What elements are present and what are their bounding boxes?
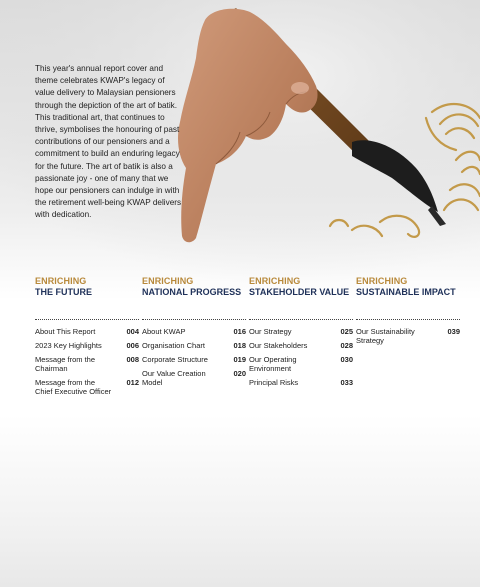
contents-item-page: 008 bbox=[126, 355, 139, 364]
contents-item-label: 2023 Key Highlights bbox=[35, 341, 102, 350]
dotted-divider bbox=[35, 319, 139, 320]
section-enriching-the-future bbox=[35, 276, 139, 401]
contents-item-page: 018 bbox=[233, 341, 246, 350]
contents-item-label: Our Value Creation Model bbox=[142, 369, 206, 387]
section-enriching-national-progress bbox=[142, 276, 246, 392]
section-title: SUSTAINABLE IMPACT bbox=[356, 286, 456, 297]
contents-item-page: 039 bbox=[447, 327, 460, 336]
contents-item-label: Our Operating Environment bbox=[249, 355, 297, 373]
section-heading bbox=[356, 276, 460, 312]
contents-item-page: 028 bbox=[340, 341, 353, 350]
section-title: STAKEHOLDER VALUE bbox=[249, 286, 350, 297]
contents-item-label: Corporate Structure bbox=[142, 355, 208, 364]
contents-item[interactable] bbox=[356, 327, 460, 345]
contents-item-page: 012 bbox=[126, 378, 139, 387]
contents-item[interactable] bbox=[249, 378, 353, 387]
contents-item-page: 030 bbox=[340, 355, 353, 364]
section-heading bbox=[249, 276, 353, 312]
section-title: THE FUTURE bbox=[35, 286, 92, 297]
contents-item-page: 006 bbox=[126, 341, 139, 350]
section-heading bbox=[142, 276, 246, 312]
contents-item-label: Message from the Chairman bbox=[35, 355, 96, 373]
contents-list bbox=[35, 327, 139, 396]
contents-item-label: About This Report bbox=[35, 327, 96, 336]
contents-list bbox=[249, 327, 353, 387]
contents-item-label: Principal Risks bbox=[249, 378, 299, 387]
section-kicker: ENRICHING bbox=[356, 276, 408, 286]
contents-item-page: 019 bbox=[233, 355, 246, 364]
section-enriching-stakeholder-value bbox=[249, 276, 353, 392]
intro-paragraph: This year's annual report cover and theme celebrates KWAP's legacy of value delivery to Malaysian pensioners through the depiction of the art of batik. This traditional art, that continues to thrive, symbolises the honouring of past contributions of our pensioners and a commitment to build an enduring legacy for the future. The art of batik is also a passionate joy - one of many that we hope our pensioners can indulge in with the retirement well-being KWAP delivers with dedication. bbox=[35, 64, 182, 220]
contents-item-page: 033 bbox=[340, 378, 353, 387]
contents-item-label: Our Strategy bbox=[249, 327, 292, 336]
contents-item-page: 020 bbox=[233, 369, 246, 378]
contents-item-label: About KWAP bbox=[142, 327, 186, 336]
contents-list bbox=[356, 327, 460, 345]
section-kicker: ENRICHING bbox=[249, 276, 301, 286]
contents-item[interactable] bbox=[249, 327, 353, 336]
contents-item[interactable] bbox=[142, 355, 246, 364]
contents-item[interactable] bbox=[142, 327, 246, 336]
section-kicker: ENRICHING bbox=[35, 276, 87, 286]
dotted-divider bbox=[142, 319, 246, 320]
contents-item[interactable] bbox=[249, 355, 353, 373]
contents-item-label: Our Sustainability Strategy bbox=[356, 327, 415, 345]
contents-item[interactable] bbox=[142, 341, 246, 350]
contents-item-label: Organisation Chart bbox=[142, 341, 205, 350]
contents-item-page: 025 bbox=[340, 327, 353, 336]
contents-item[interactable] bbox=[249, 341, 353, 350]
contents-item[interactable] bbox=[142, 369, 246, 387]
dotted-divider bbox=[249, 319, 353, 320]
dotted-divider bbox=[356, 319, 460, 320]
section-enriching-sustainable-impact bbox=[356, 276, 460, 350]
contents-item-label: Message from the Chief Executive Officer bbox=[35, 378, 112, 396]
contents-item[interactable] bbox=[35, 378, 139, 396]
contents-item[interactable] bbox=[35, 327, 139, 336]
section-heading bbox=[35, 276, 139, 312]
contents-item-page: 016 bbox=[233, 327, 246, 336]
contents-item[interactable] bbox=[35, 355, 139, 373]
section-kicker: ENRICHING bbox=[142, 276, 194, 286]
section-title: NATIONAL PROGRESS bbox=[142, 286, 242, 297]
contents-item[interactable] bbox=[35, 341, 139, 350]
contents-item-page: 004 bbox=[126, 327, 139, 336]
contents-item-label: Our Stakeholders bbox=[249, 341, 308, 350]
contents-list bbox=[142, 327, 246, 387]
